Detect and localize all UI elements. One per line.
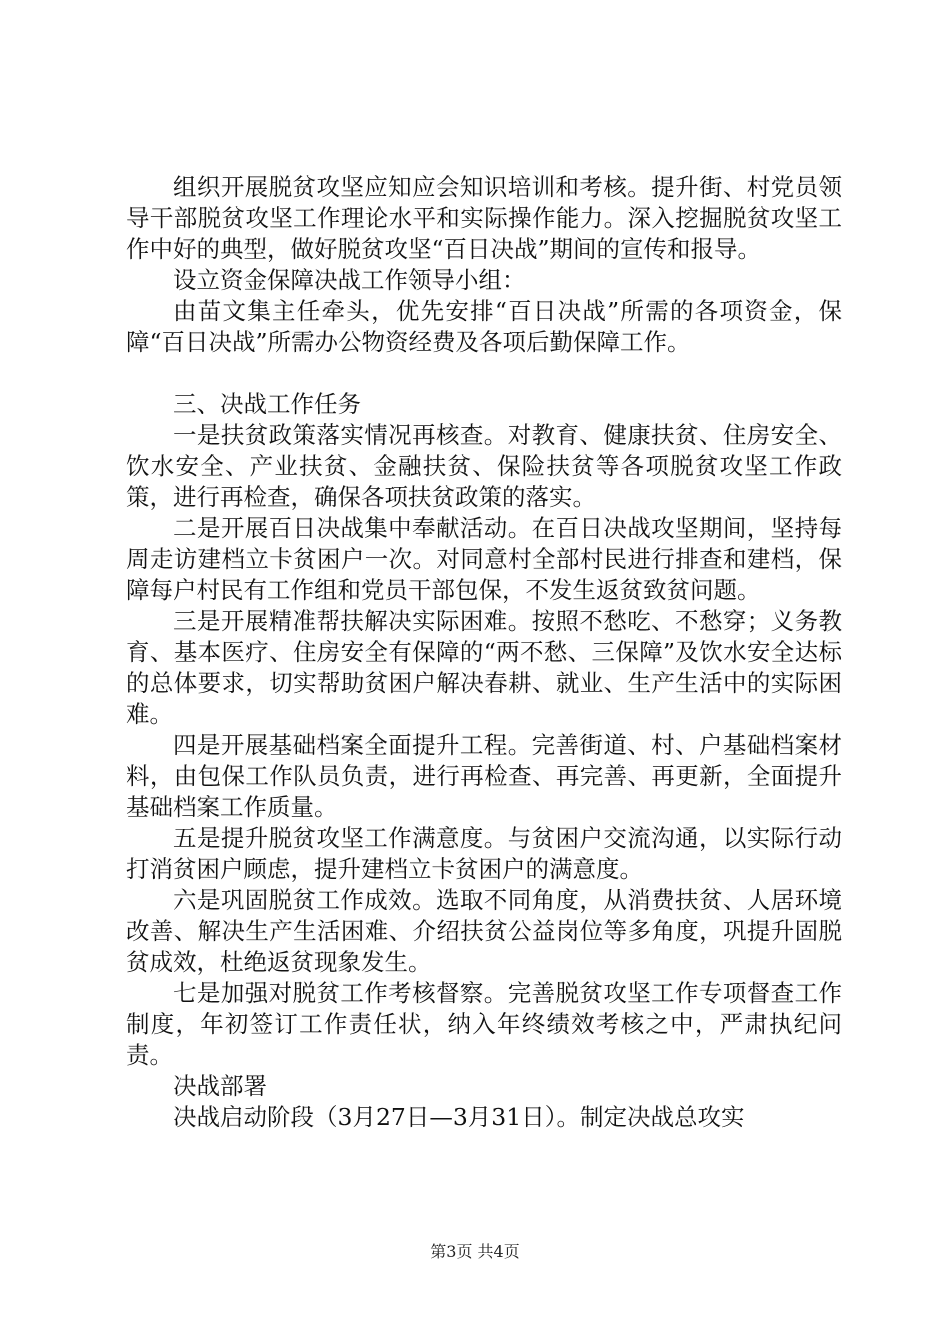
paragraph-task-1: 一是扶贫政策落实情况再核查。对教育、健康扶贫、住房安全、饮水安全、产业扶贫、金融扶贫、保险扶贫等各项脱贫攻坚工作政策，进行再检查，确保各项扶贫政策的落实。 [126,421,842,511]
document-body [126,172,842,1133]
paragraph-task-5: 五是提升脱贫攻坚工作满意度。与贫困户交流沟通，以实际行动打消贫困户顾虑，提升建档立卡贫困户的满意度。 [126,824,842,883]
paragraph-training: 组织开展脱贫攻坚应知应会知识培训和考核。提升街、村党员领导干部脱贫攻坚工作理论水平和实际操作能力。深入挖掘脱贫攻坚工作中好的典型，做好脱贫攻坚“百日决战”期间的宣传和报导。 [126,173,842,263]
page-number-footer: 第3页 共4页 [430,1242,520,1261]
paragraph-task-3: 三是开展精准帮扶解决实际困难。按照不愁吃、不愁穿；义务教育、基本医疗、住房安全有保障的“两不愁、三保障”及饮水安全达标的总体要求，切实帮助贫困户解决春耕、就业、生产生活中的实际困难。 [126,607,842,728]
paragraph-spacer [126,358,842,389]
section-heading-deployment: 决战部署 [173,1072,267,1100]
paragraph-launch-stage: 决战启动阶段（3月27日—3月31日）。制定决战总攻实 [173,1103,745,1131]
paragraph-task-4: 四是开展基础档案全面提升工程。完善街道、村、户基础档案材料，由包保工作队员负责，进行再检查、再完善、再更新，全面提升基础档案工作质量。 [126,731,842,821]
paragraph-fund-group-heading: 设立资金保障决战工作领导小组： [173,266,526,294]
paragraph-task-2: 二是开展百日决战集中奉献活动。在百日决战攻坚期间，坚持每周走访建档立卡贫困户一次。对同意村全部村民进行排查和建档，保障每户村民有工作组和党员干部包保，不发生返贫致贫问题。 [126,514,842,604]
paragraph-task-6: 六是巩固脱贫工作成效。选取不同角度，从消费扶贫、人居环境改善、解决生产生活困难、介绍扶贫公益岗位等多角度，巩提升固脱贫成效，杜绝返贫现象发生。 [126,886,842,976]
paragraph-fund-group: 由苗文集主任牵头，优先安排“百日决战”所需的各项资金，保障“百日决战”所需办公物资经费及各项后勤保障工作。 [126,297,842,356]
section-heading-tasks: 三、决战工作任务 [173,390,361,418]
paragraph-task-7: 七是加强对脱贫工作考核督察。完善脱贫攻坚工作专项督查工作制度，年初签订工作责任状，纳入年终绩效考核之中，严肃执纪问责。 [126,979,842,1069]
